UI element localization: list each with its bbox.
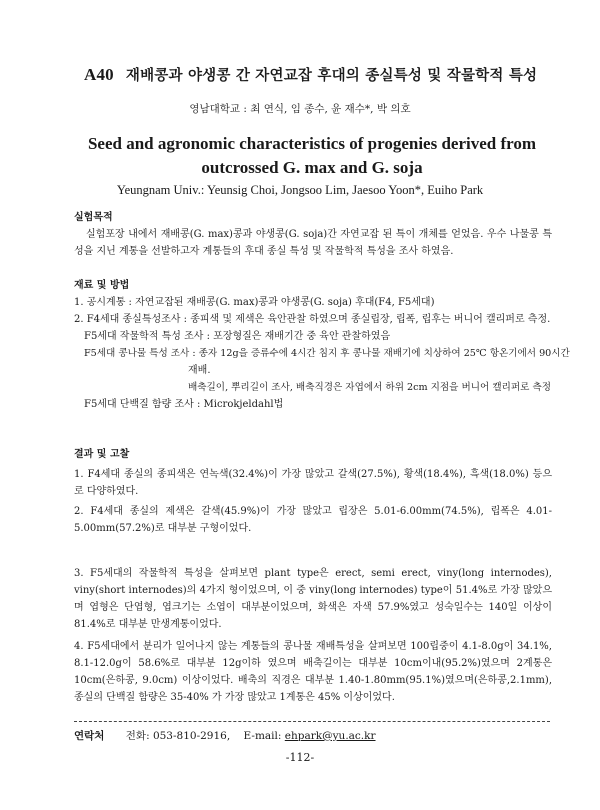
korean-authors: 영남대학교 : 최 연식, 임 종수, 윤 재수*, 박 의호	[189, 103, 411, 115]
results-section	[74, 446, 552, 463]
korean-title	[84, 64, 537, 85]
methods-line-2: 2. F4세대 종실특성조사 : 종피색 및 제색은 육안관찰 하였으며 종실립장, 립폭, 립후는 버니어 캘리퍼로 측정.	[74, 314, 551, 325]
methods-line-4: F5세대 콩나물 특성 조사 : 종자 12g을 증류수에 4시간 침지 후 콩나물 재배기에 치상하여 25℃ 항온기에서 90시간	[84, 348, 570, 359]
objective-section	[74, 209, 552, 260]
contact-label: 연락처	[74, 730, 105, 742]
result-item-2: 2. F4세대 종실의 제색은 갈색(45.9%)이 가장 많았고 립장은 5.01-6.00mm(74.5%), 립폭은 4.01-5.00mm(57.2%)로 대부분 구형이었다.	[74, 506, 552, 534]
english-authors: Yeungnam Univ.: Yeunsig Choi, Jongsoo Lim, Jaesoo Yoon*, Euiho Park	[116, 183, 484, 197]
methods-heading: 재료 및 방법	[74, 280, 130, 291]
objective-text: 실험포장 내에서 재배콩(G. max)콩과 야생콩(G. soja)간 자연교잡 된 특이 개체를 얻었음. 우수 나물콩 특성을 지닌 계통을 선발하고자 계통들의 후대 종실 특성 및 작물학적 특성을 조사 하였음.	[74, 229, 552, 257]
page-number: -112-	[285, 751, 315, 764]
abstract-code: A40	[84, 65, 114, 84]
result-item-1: 1. F4세대 종실의 종피색은 연녹색(32.4%)이 가장 많았고 갈색(27.5%), 황색(18.4%), 흑색(18.0%) 등으로 다양하였다.	[74, 469, 552, 497]
footer-divider	[74, 721, 550, 722]
contact-email-label: E-mail:	[243, 730, 282, 742]
methods-section	[74, 277, 570, 413]
methods-line-1: 1. 공시계통 : 자연교잡된 재배콩(G. max)콩과 야생콩(G. soja) 후대(F4, F5세대)	[74, 297, 435, 308]
objective-heading: 실험목적	[74, 212, 113, 223]
result-item-3: 3. F5세대의 작물학적 특성을 살펴보면 plant type은 erect, semi erect, viny(long internodes), viny(short internodes)의 4가지 형이었으며, 이 중 viny(long internodes) type이 51.4%로 가장 많았으며 엽형은 단엽형, 엽크기는 소엽이 대부분이었으며, 화색은 자색 57.9%였고 성숙일수는 140일 이상이 81.4%로 대부분 만생계통이었다.	[74, 568, 552, 630]
english-title: Seed and agronomic characteristics of progenies derived from outcrossed G. max and G. soja	[87, 134, 537, 177]
contact-email-link[interactable]: ehpark@yu.ac.kr	[284, 730, 376, 742]
korean-title-text: 재배콩과 야생콩 간 자연교잡 후대의 종실특성 및 작물학적 특성	[125, 67, 538, 84]
contact-phone: 전화: 053-810-2916,	[125, 730, 231, 742]
results-heading: 결과 및 고찰	[74, 449, 130, 460]
methods-line-5: 재배.	[188, 365, 211, 376]
contact-info	[74, 728, 376, 743]
methods-line-6: 배축길이, 뿌리길이 조사, 배축직경은 자엽에서 하위 2cm 지점을 버니어 캘리퍼로 측정	[188, 382, 551, 393]
methods-line-3: F5세대 작물학적 특성 조사 : 포장형질은 재배기간 중 육안 관찰하였음	[84, 331, 391, 342]
methods-line-7: F5세대 단백질 함량 조사 : Microkjeldahl법	[84, 399, 284, 410]
result-item-4: 4. F5세대에서 분리가 일어나지 않는 계통들의 콩나물 재배특성을 살펴보면 100립중이 4.1-8.0g이 34.1%, 8.1-12.0g이 58.6%로 대부분 12g이하 였으며 배축길이는 대부분 10cm이내(95.2%)였으며 2계통은 10cm(은하콩, 9.0cm) 이상이었다. 배축의 직경은 대부분 1.40-1.80mm(95.1%)였으며(은하콩,2.1mm), 종실의 단백질 함량은 35-40% 가 가장 많았고 1계통은 45% 이상이었다.	[74, 641, 552, 703]
